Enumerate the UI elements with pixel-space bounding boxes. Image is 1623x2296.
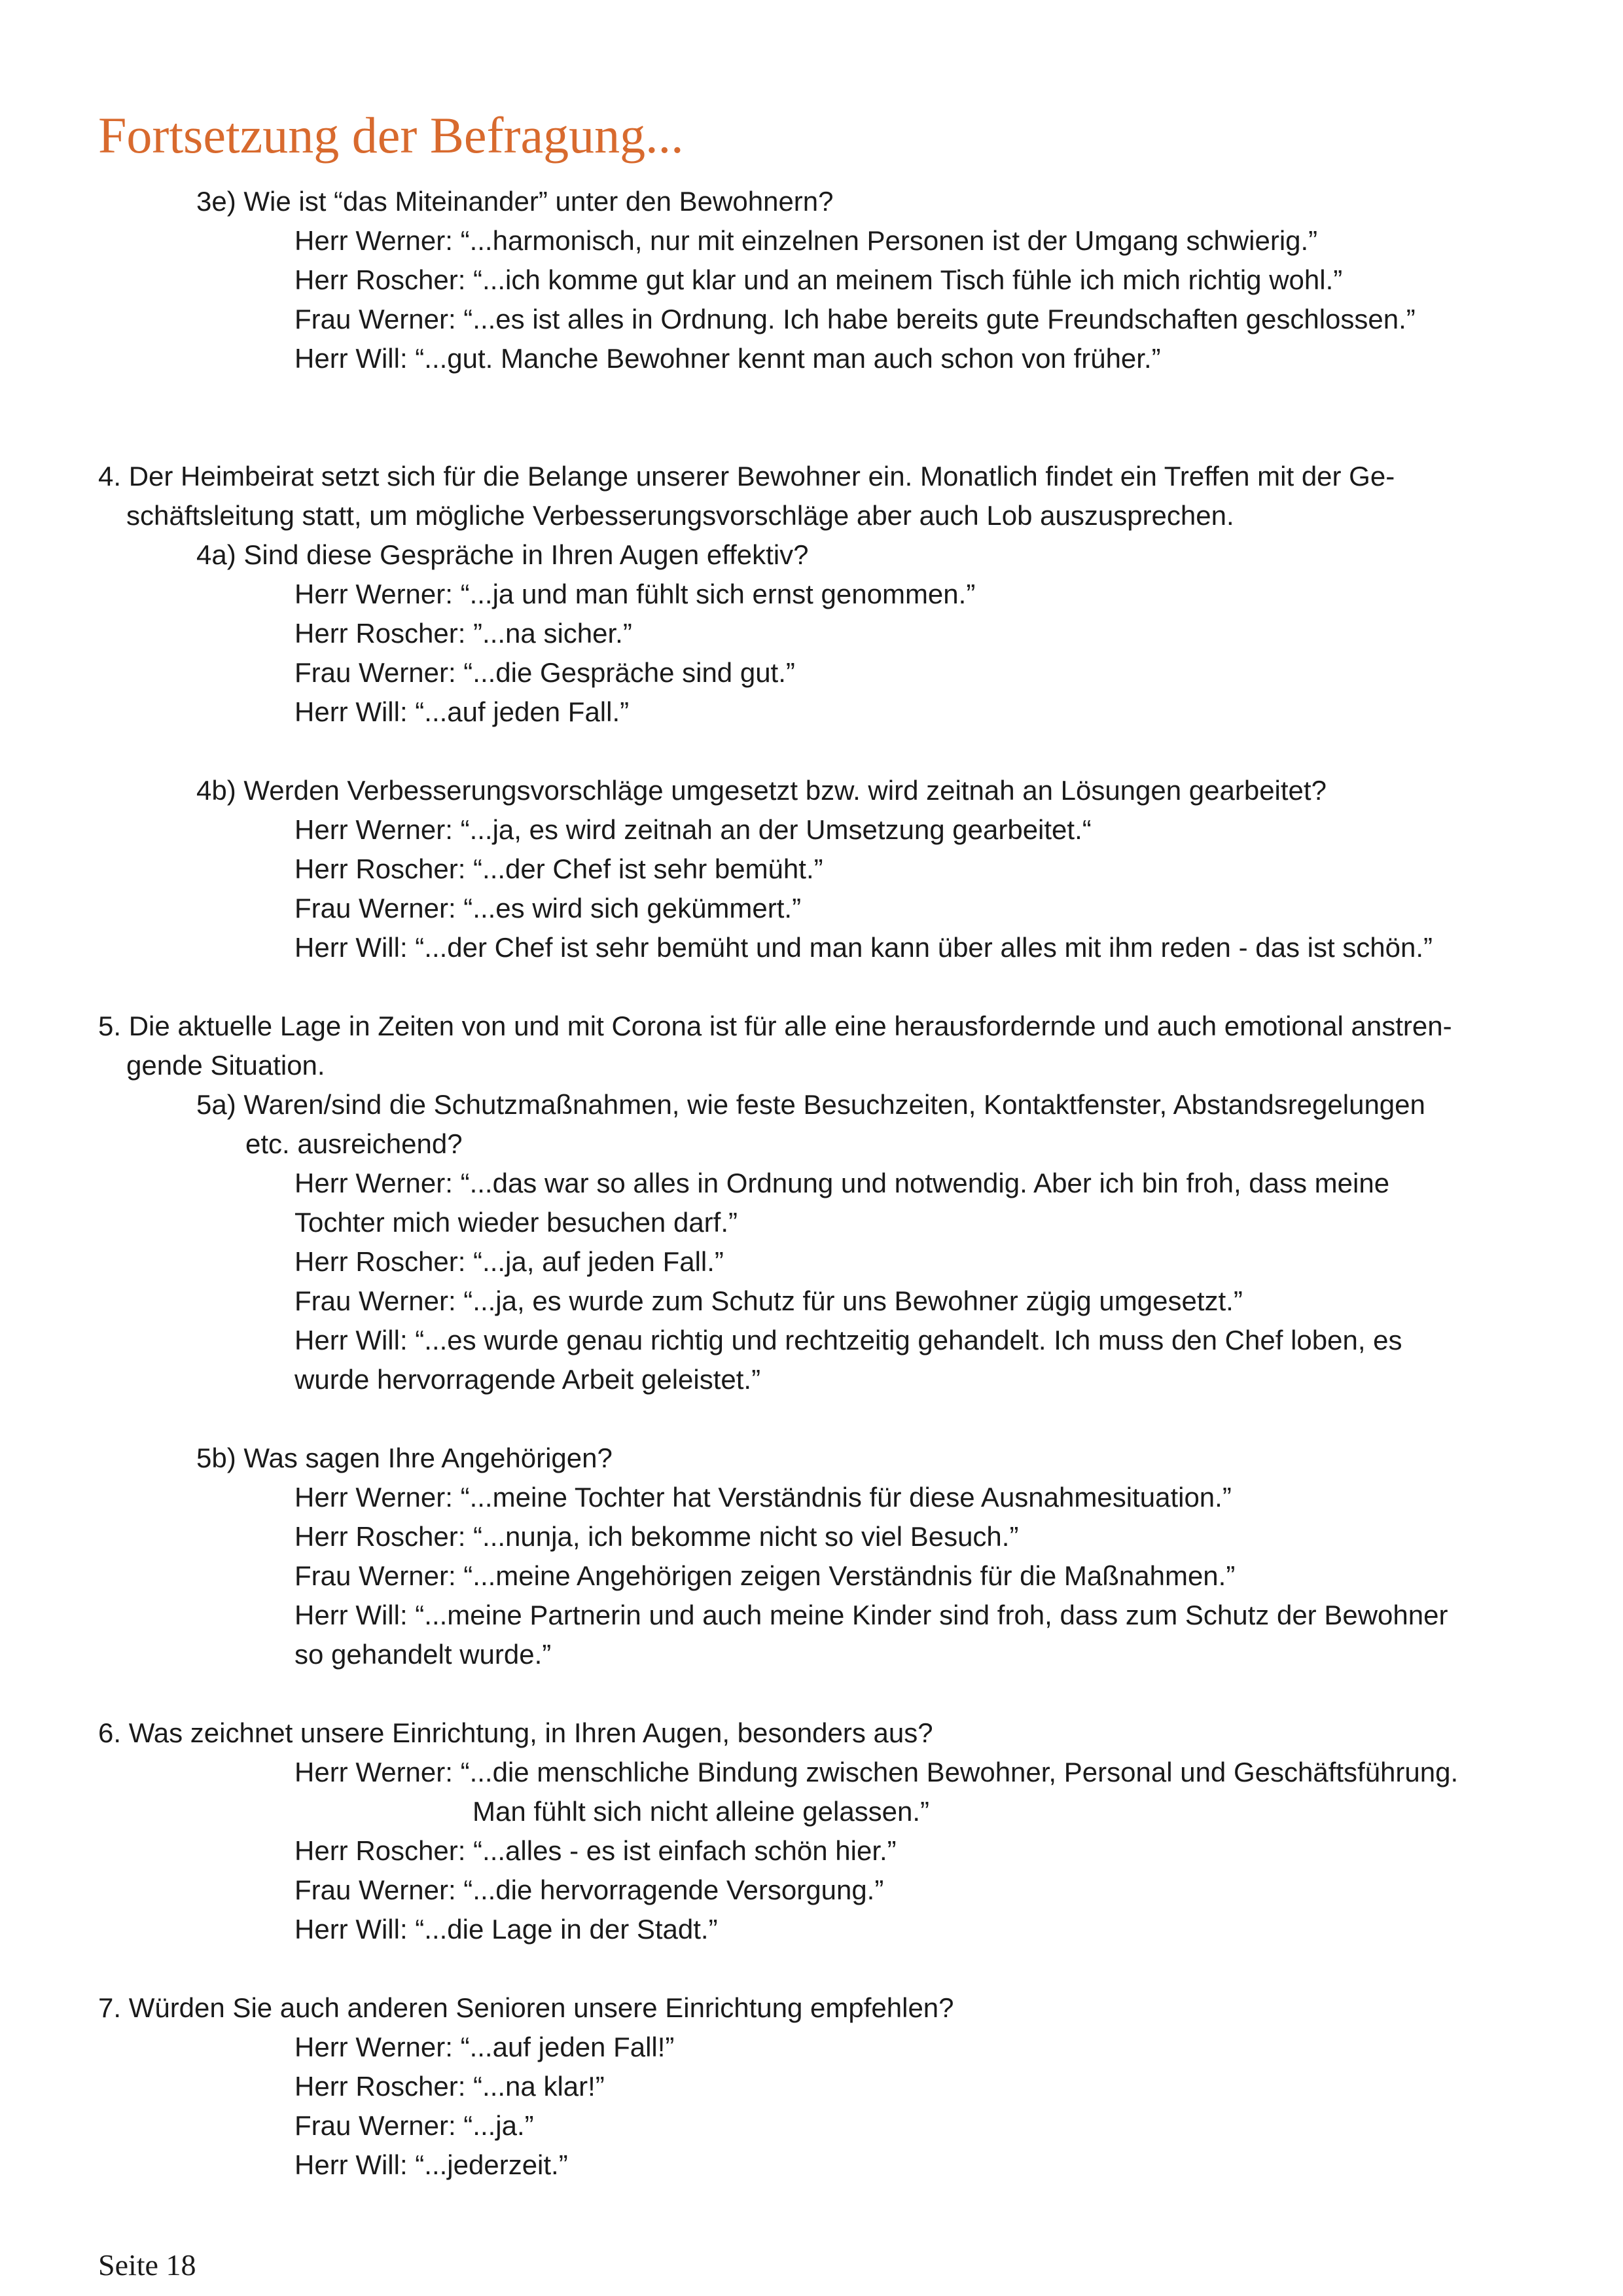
answer-3e-herr-will: Herr Will: “...gut. Manche Bewohner kennt man auch schon von früher.” [294,343,1161,374]
answer-4a-frau-werner: Frau Werner: “...die Gespräche sind gut.” [294,657,795,688]
answer-5a-herr-roscher: Herr Roscher: “...ja, auf jeden Fall.” [294,1246,724,1277]
question-5b: 5b) Was sagen Ihre Angehörigen? [196,1443,613,1473]
answer-5b-herr-will-line-1: Herr Will: “...meine Partnerin und auch meine Kinder sind froh, dass zum Schutz der Bewohner [294,1600,1448,1630]
answer-5a-herr-will-line-2: wurde hervorragende Arbeit geleistet.” [294,1364,761,1395]
question-4-line-1: 4. Der Heimbeirat setzt sich für die Belange unserer Bewohner ein. Monatlich findet ein Treffen mit der Ge- [98,461,1395,492]
spacer [0,1399,1623,1439]
answer-4a-herr-roscher: Herr Roscher: ”...na sicher.” [294,618,632,649]
answer-4b-herr-roscher: Herr Roscher: “...der Chef ist sehr bemüht.” [294,853,823,884]
page-number: Seite 18 [98,2248,196,2282]
answer-5b-herr-werner: Herr Werner: “...meine Tochter hat Verständnis für diese Ausnahmesituation.” [294,1482,1232,1513]
question-5a-line-2: etc. ausreichend? [245,1128,463,1159]
answer-4b-frau-werner: Frau Werner: “...es wird sich gekümmert.” [294,893,802,924]
answer-5a-herr-werner-line-2: Tochter mich wieder besuchen darf.” [294,1207,738,1238]
spacer [0,732,1623,771]
spacer [0,378,1623,457]
answer-5a-frau-werner: Frau Werner: “...ja, es wurde zum Schutz für uns Bewohner zügig umgesetzt.” [294,1285,1243,1316]
answer-4a-herr-werner: Herr Werner: “...ja und man fühlt sich ernst genommen.” [294,579,976,609]
question-5-line-2: gende Situation. [126,1050,325,1081]
page-title: Fortsetzung der Befragung... [98,107,684,164]
spacer [0,1674,1623,1713]
question-5-line-1: 5. Die aktuelle Lage in Zeiten von und mit Corona ist für alle eine herausfordernde und auch emotional anstren- [98,1011,1452,1041]
question-4-line-2: schäftsleitung statt, um mögliche Verbesserungsvorschläge aber auch Lob auszusprechen. [126,500,1234,531]
answer-5a-herr-werner-line-1: Herr Werner: “...das war so alles in Ordnung und notwendig. Aber ich bin froh, dass meine [294,1168,1390,1198]
answer-7-frau-werner: Frau Werner: “...ja.” [294,2110,534,2141]
answer-3e-herr-werner: Herr Werner: “...harmonisch, nur mit einzelnen Personen ist der Umgang schwierig.” [294,225,1318,256]
answer-6-herr-roscher: Herr Roscher: “...alles - es ist einfach schön hier.” [294,1835,897,1866]
answer-3e-frau-werner: Frau Werner: “...es ist alles in Ordnung. Ich habe bereits gute Freundschaften geschlossen.” [294,304,1416,334]
answer-5b-herr-will-line-2: so gehandelt wurde.” [294,1639,552,1670]
answer-6-frau-werner: Frau Werner: “...die hervorragende Versorgung.” [294,1874,884,1905]
survey-content [0,182,1623,2185]
spacer [0,967,1623,1007]
spacer [0,1949,1623,1988]
question-4b: 4b) Werden Verbesserungsvorschläge umgesetzt bzw. wird zeitnah an Lösungen gearbeitet? [196,775,1327,806]
answer-3e-herr-roscher: Herr Roscher: “...ich komme gut klar und an meinem Tisch fühle ich mich richtig wohl.” [294,264,1343,295]
answer-5b-herr-roscher: Herr Roscher: “...nunja, ich bekomme nicht so viel Besuch.” [294,1521,1019,1552]
answer-7-herr-will: Herr Will: “...jederzeit.” [294,2149,568,2180]
answer-5a-herr-will-line-1: Herr Will: “...es wurde genau richtig und rechtzeitig gehandelt. Ich muss den Chef loben, es [294,1325,1402,1355]
answer-4b-herr-werner: Herr Werner: “...ja, es wird zeitnah an der Umsetzung gearbeitet.“ [294,814,1092,845]
question-3e: 3e) Wie ist “das Miteinander” unter den Bewohnern? [196,186,834,217]
answer-6-herr-werner-line-2: Man fühlt sich nicht alleine gelassen.” [473,1796,930,1827]
question-6: 6. Was zeichnet unsere Einrichtung, in Ihren Augen, besonders aus? [98,1717,933,1748]
answer-6-herr-will: Herr Will: “...die Lage in der Stadt.” [294,1914,718,1945]
question-4a: 4a) Sind diese Gespräche in Ihren Augen effektiv? [196,539,809,570]
question-7: 7. Würden Sie auch anderen Senioren unsere Einrichtung empfehlen? [98,1992,954,2023]
answer-7-herr-roscher: Herr Roscher: “...na klar!” [294,2071,605,2102]
answer-6-herr-werner-line-1: Herr Werner: “...die menschliche Bindung zwischen Bewohner, Personal und Geschäftsführung. [294,1757,1459,1787]
answer-4b-herr-will: Herr Will: “...der Chef ist sehr bemüht und man kann über alles mit ihm reden - das ist schön.” [294,932,1433,963]
answer-5b-frau-werner: Frau Werner: “...meine Angehörigen zeigen Verständnis für die Maßnahmen.” [294,1560,1236,1591]
answer-4a-herr-will: Herr Will: “...auf jeden Fall.” [294,696,630,727]
answer-7-herr-werner: Herr Werner: “...auf jeden Fall!” [294,2032,675,2062]
question-5a-line-1: 5a) Waren/sind die Schutzmaßnahmen, wie feste Besuchzeiten, Kontaktfenster, Abstandsregelungen [196,1089,1425,1120]
